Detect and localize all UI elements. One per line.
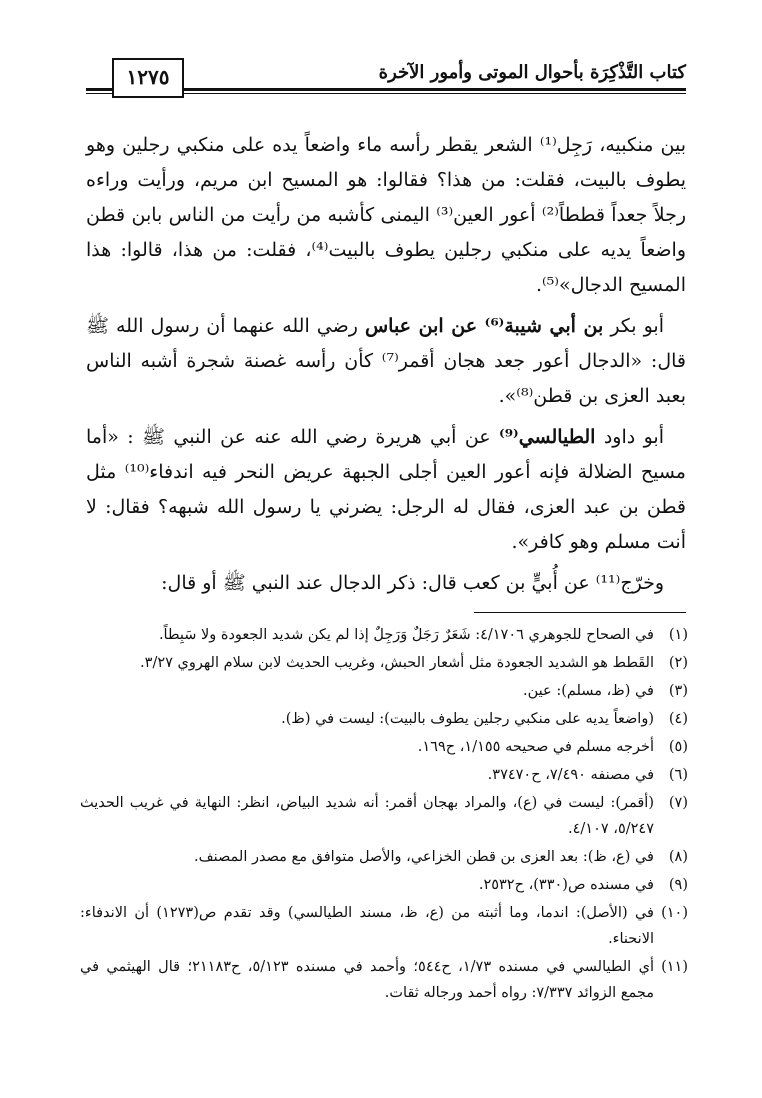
paragraph-1: بين منكبيه، رَجِل⁽¹⁾ الشعر يقطر رأسه ماء واضعاً يده على منكبي رجلين وهو يطوف بالبيت، فقلت: من هذا؟ فقالوا: هو المسيح ابن مريم، ورأيت وراءه رجلاً جعداً قططاً⁽²⁾ أعور العين⁽³⁾ اليمنى كأشبه من رأيت من الناس بابن قطن واضعاً يديه على منكبي رجلين يطوف بالبيت⁽⁴⁾، فقلت: من هذا، قالوا: هذا المسيح الدجال»⁽⁵⁾. — [86, 134, 687, 296]
footnote-separator — [474, 612, 686, 613]
footnote-text: في (ع، ظ): بعد العزى بن قطن الخزاعي، والأصل متوافق مع مصدر المصنف. — [193, 849, 654, 865]
footnote-number: (٧) — [668, 795, 688, 811]
footnote-text: في مصنفه ٧/٤٩٠، ح٣٧٤٧٠. — [487, 767, 654, 783]
footnote-number: (٣) — [668, 683, 688, 699]
footnote-number: (١١) — [661, 959, 688, 975]
page-number: ١٢٧٥ — [112, 58, 184, 98]
footnote-3 — [80, 678, 688, 704]
footnote-text: القَطط هو الشديد الجعودة مثل أشعار الحبش، وغريب الحديث لابن سلام الهروي ٣/٢٧. — [140, 655, 654, 671]
footnote-6 — [80, 762, 688, 788]
footnote-text: في مسنده ص(٣٣٠)، ح٢٥٣٢. — [478, 877, 654, 893]
footnote-9 — [80, 872, 688, 898]
footnote-number: (٢) — [668, 655, 688, 671]
footnotes — [80, 622, 688, 1008]
paragraph-3-bold: الطيالسي⁽⁹⁾ — [499, 426, 596, 448]
footnote-number: (٤) — [668, 711, 688, 727]
paragraph-3 — [86, 420, 686, 560]
paragraph-3-part-a: أبو داود — [595, 426, 664, 448]
footnote-4 — [80, 706, 688, 732]
paragraph-2-bold: بن أبي شيبة⁽⁶⁾ عن ابن عباس — [364, 315, 604, 337]
paragraph-2-part-a: أبو بكر — [603, 315, 664, 337]
footnote-number: (٩) — [668, 877, 688, 893]
footnote-7 — [80, 790, 688, 842]
running-title: كتاب التَّذْكِرَة بأحوال الموتى وأمور الآخرة — [378, 62, 686, 83]
footnote-text: (واضعاً يديه على منكبي رجلين يطوف بالبيت): ليست في (ظ). — [281, 711, 654, 727]
footnote-number: (١) — [668, 627, 688, 643]
paragraph-2-part-c: رضي الله عنهما أن رسول الله ﷺ قال: «الدجال أعور جعد هجان أقمر⁽⁷⁾ كأن رأسه غصنة شجرة أشبه الناس بعبد العزى بن قطن⁽⁸⁾». — [86, 315, 687, 407]
footnote-11 — [80, 954, 688, 1006]
main-text — [86, 128, 686, 607]
page-header — [86, 58, 686, 98]
paragraph-4: وخرّج⁽¹¹⁾ عن أُبيٍّ بن كعب قال: ذكر الدجال عند النبي ﷺ أو قال: — [161, 572, 664, 594]
paragraph-3-part-c: عن أبي هريرة رضي الله عنه عن النبي ﷺ : «أما مسيح الضلالة فإنه أعور العين أجلى الجبهة عريض النحر فيه اندفاء⁽¹⁰⁾ مثل قطن بن عبد العزى، فقال له الرجل: يضرني يا رسول الله شبهه؟ فقال: لا أنت مسلم وهو كافر». — [86, 426, 686, 553]
footnote-5 — [80, 734, 688, 760]
footnote-text: في (الأصل): اندما، وما أثبته من (ع، ظ، مسند الطيالسي) وقد تقدم ص(١٢٧٣) أن الاندفاء: الانحناء. — [80, 905, 654, 947]
footnote-text: في الصحاح للجوهري ٤/١٧٠٦: شَعَرٌ رَجَلٌ وَرَجِلٌ إذا لم يكن شديد الجعودة ولا سَبِطاً. — [158, 627, 654, 643]
paragraph-2 — [86, 309, 686, 414]
footnote-1 — [80, 622, 688, 648]
footnote-text: في (ظ، مسلم): عين. — [523, 683, 654, 699]
footnote-text: أي الطيالسي في مسنده ١/٧٣، ح٥٤٤؛ وأحمد في مسنده ٥/١٢٣، ح٢١١٨٣؛ قال الهيثمي في مجمع الزوائد ٧/٣٣٧: رواه أحمد ورجاله ثقات. — [80, 959, 654, 1001]
footnote-number: (٦) — [668, 767, 688, 783]
footnote-number: (٨) — [668, 849, 688, 865]
footnote-8 — [80, 844, 688, 870]
footnote-10 — [80, 900, 688, 952]
footnote-text: (أقمر): ليست في (ع)، والمراد بهجان أقمر: أنه شديد البياض، انظر: النهاية في غريب الحديث ٥/٢٤٧، ٤/١٠٧. — [80, 795, 654, 837]
footnote-number: (١٠) — [661, 905, 688, 921]
footnote-number: (٥) — [668, 739, 688, 755]
footnote-text: أخرجه مسلم في صحيحه ١/١٥٥، ح١٦٩. — [417, 739, 654, 755]
footnote-2 — [80, 650, 688, 676]
